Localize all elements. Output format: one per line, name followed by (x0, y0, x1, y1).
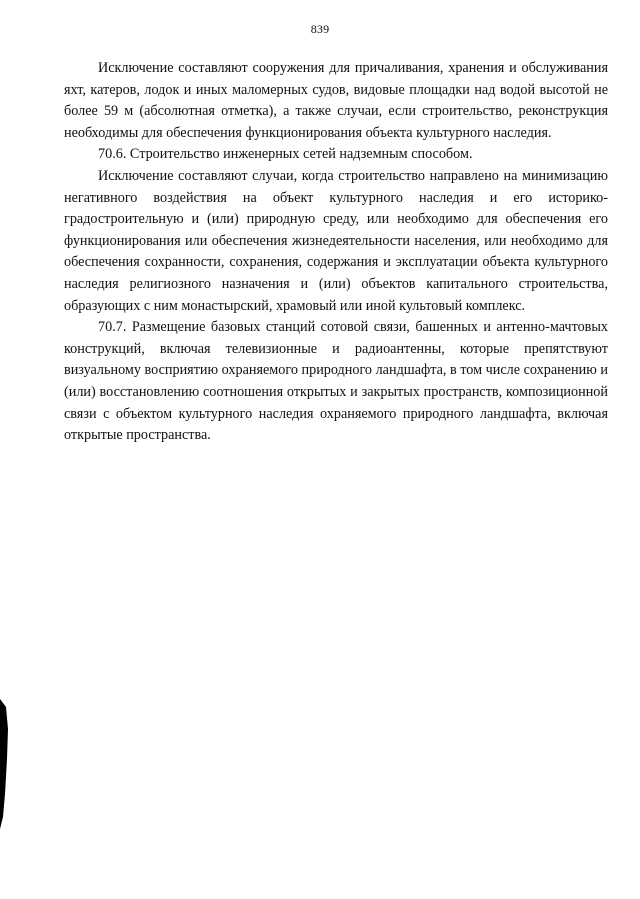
paragraph-exception-mooring: Исключение составляют сооружения для причаливания, хранения и обслуживания яхт, катеров, лодок и иных маломерных судов, видовые площадки над водой высотой не более 59 м (абсолютная отметка), а также случаи, если строительство, реконструкция необходимы для обеспечения функционирования объекта культурного наследия. (64, 60, 608, 141)
paragraph-item-70-6: 70.6. Строительство инженерных сетей надземным способом. (98, 146, 473, 163)
paragraph-item-70-7: 70.7. Размещение базовых станций сотовой связи, башенных и антенно-мачтовых конструкций, включая телевизионные и радиоантенны, которые препятствуют визуальному восприятию охраняемого природного ландшафта, в том числе сохранению и (или) восстановлению соотношения открытых и закрытых пространств, композиционной связи с объектом культурного наследия охраняемого природного ландшафта, включая открытые пространства. (64, 319, 608, 444)
document-body (64, 58, 608, 447)
page-number: 839 (310, 22, 330, 36)
scan-edge-mark (0, 699, 10, 829)
paragraph-exception-networks: Исключение составляют случаи, когда строительство направлено на минимизацию негативного воздействия на объект культурного наследия и его историко-градостроительную и (или) природную среду, или необходимо для обеспечения его функционирования или обеспечения жизнедеятельности населения, или необходимо для обеспечения сохранности, сохранения, содержания и эксплуатации объекта культурного наследия религиозного назначения и (или) объектов капитального строительства, образующих с ним монастырский, храмовый или иной культовый комплекс. (64, 167, 608, 314)
